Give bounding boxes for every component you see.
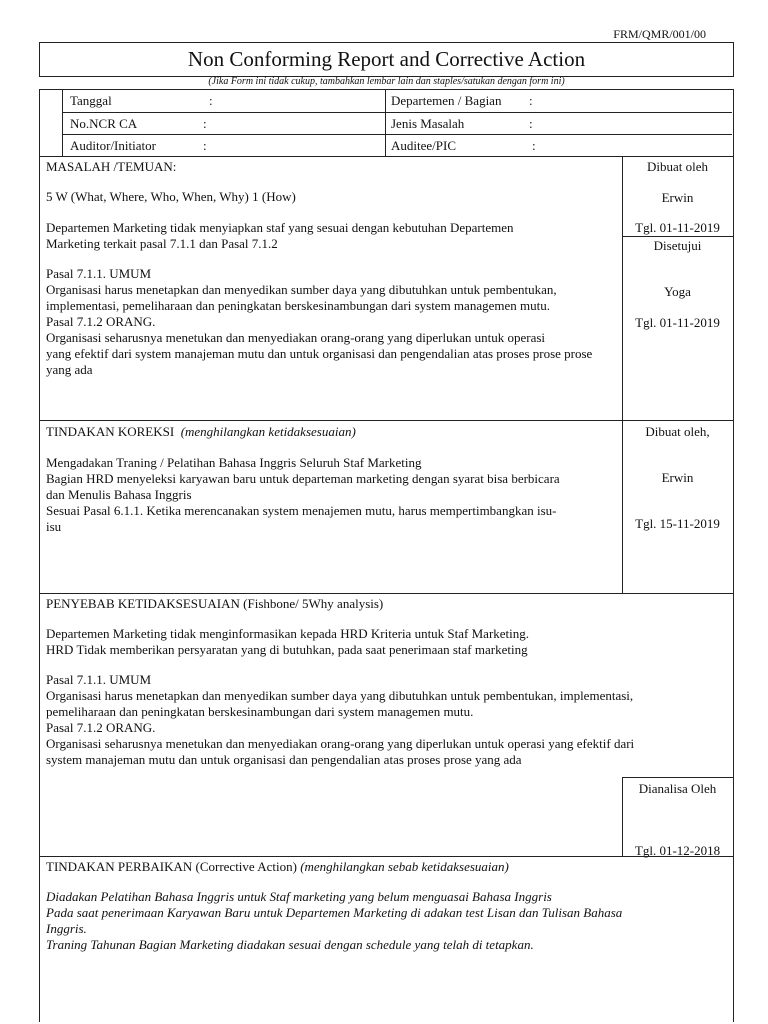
disetujui-date: Tgl. 01-11-2019 <box>635 315 720 330</box>
header-left-divider <box>62 89 63 157</box>
form-code: FRM/QMR/001/00 <box>613 27 706 41</box>
koreksi-dibuat-name: Erwin <box>661 470 694 485</box>
dibuat-oleh-name: Erwin <box>661 190 694 205</box>
perbaikan-text: Diadakan Pelatihan Bahasa Inggris untuk Staf marketing yang belum menguasai Bahasa Inggris Pada saat penerimaan Karyawan Baru untuk Departemen Marketing di adakan test Lisan dan Tulisan Bahasa Inggris. Traning Tahunan Bagian Marketing diadakan sesuai dengan schedule yang telah di tetapkan. <box>46 889 623 952</box>
koreksi-text: Mengadakan Traning / Pelatihan Bahasa Inggris Seluruh Staf Marketing Bagian HRD menyeleksi karyawan baru untuk departeman marketing dengan syarat bisa berbicara dan Menulis Bahasa Inggris Sesuai Pasal 6.1.1. Ketika merencanakan system menajemen mutu, harus mempertimbangkan isu- isu <box>46 455 560 534</box>
penyebab-heading: PENYEBAB KETIDAKSESUAIAN (Fishbone/ 5Why analysis) <box>46 596 384 611</box>
disetujui-label: Disetujui <box>653 238 702 253</box>
colon: : <box>203 116 207 131</box>
dianalisa-date: Tgl. 01-12-2018 <box>634 843 721 858</box>
label-no-ncr: No.NCR CA <box>70 116 138 131</box>
label-tanggal: Tanggal <box>70 93 112 108</box>
penyebab-text: Departemen Marketing tidak menginformasikan kepada HRD Kriteria untuk Staf Marketing. HRD Tidak memberikan persyaratan yang di butuhkan, pada saat penerimaan staf marketing Pasal 7.1.1. UMUM Organisasi harus menetapkan dan menyedikan sumber daya yang dibutuhkan untuk pembentukan, implementasi, pemeliharaan dan peningkatan berskesinambungan dari system managemen mutu. Pasal 7.1.2 ORANG. Organisasi seharusnya menetukan dan menyediakan orang-orang yang diperlukan untuk operasi yang efektif dari system manajeman mutu dan untuk organisasi dan pengendalian atas proses prose yang ada <box>46 626 635 767</box>
colon: : <box>532 138 536 153</box>
perbaikan-heading: TINDAKAN PERBAIKAN (Corrective Action) (menghilangkan sebab ketidaksesuaian) <box>46 859 509 874</box>
colon: : <box>203 138 207 153</box>
dibuat-oleh-label: Dibuat oleh <box>646 159 708 174</box>
dianalisa-top-line <box>622 777 733 778</box>
side-split-line <box>622 236 733 237</box>
header-row-line-1 <box>62 112 732 113</box>
colon: : <box>529 116 533 131</box>
label-auditee: Auditee/PIC <box>391 138 456 153</box>
koreksi-dibuat-date: Tgl. 15-11-2019 <box>635 516 720 531</box>
form-note: (Jika Form ini tidak cukup, tambahkan lembar lain dan staples/satukan dengan form ini) <box>208 76 565 87</box>
label-auditor: Auditor/Initiator <box>70 138 156 153</box>
report-title: Non Conforming Report and Corrective Action <box>39 42 734 77</box>
label-jenis-masalah: Jenis Masalah <box>391 116 465 131</box>
label-departemen: Departemen / Bagian <box>391 93 502 108</box>
disetujui-name: Yoga <box>664 284 691 299</box>
colon: : <box>529 93 533 108</box>
masalah-text: Departemen Marketing tidak menyiapkan staf yang sesuai dengan kebutuhan Departemen Marketing terkait pasal 7.1.1 dan Pasal 7.1.2 Pasal 7.1.1. UMUM Organisasi harus menetapkan dan menyedikan sumber daya yang dibutuhkan untuk pembentukan, implementasi, pemeliharaan dan peningkatan berskesinambungan dari system managemen mutu. Pasal 7.1.2 ORANG. Organisasi seharusnya menetukan dan menyediakan orang-orang yang diperlukan untuk operasi yang efektif dari system manajeman mutu dan untuk organisasi dan pengendalian atas proses prose prose yang ada <box>46 220 593 377</box>
dianalisa-label: Dianalisa Oleh <box>638 781 717 796</box>
koreksi-dibuat-label: Dibuat oleh, <box>645 424 710 439</box>
dibuat-oleh-date: Tgl. 01-11-2019 <box>635 220 720 235</box>
header-bottom-line <box>39 156 733 157</box>
koreksi-heading: TINDAKAN KOREKSI (menghilangkan ketidaksesuaian) <box>46 424 356 439</box>
header-mid-divider <box>385 89 386 157</box>
masalah-heading: MASALAH /TEMUAN: <box>46 159 177 174</box>
header-row-line-2 <box>62 134 732 135</box>
section-line-perbaikan <box>39 856 733 857</box>
colon: : <box>209 93 213 108</box>
section-line-penyebab <box>39 593 733 594</box>
masalah-5w: 5 W (What, Where, Who, When, Why) 1 (How) <box>46 189 296 204</box>
section-line-koreksi <box>39 420 733 421</box>
